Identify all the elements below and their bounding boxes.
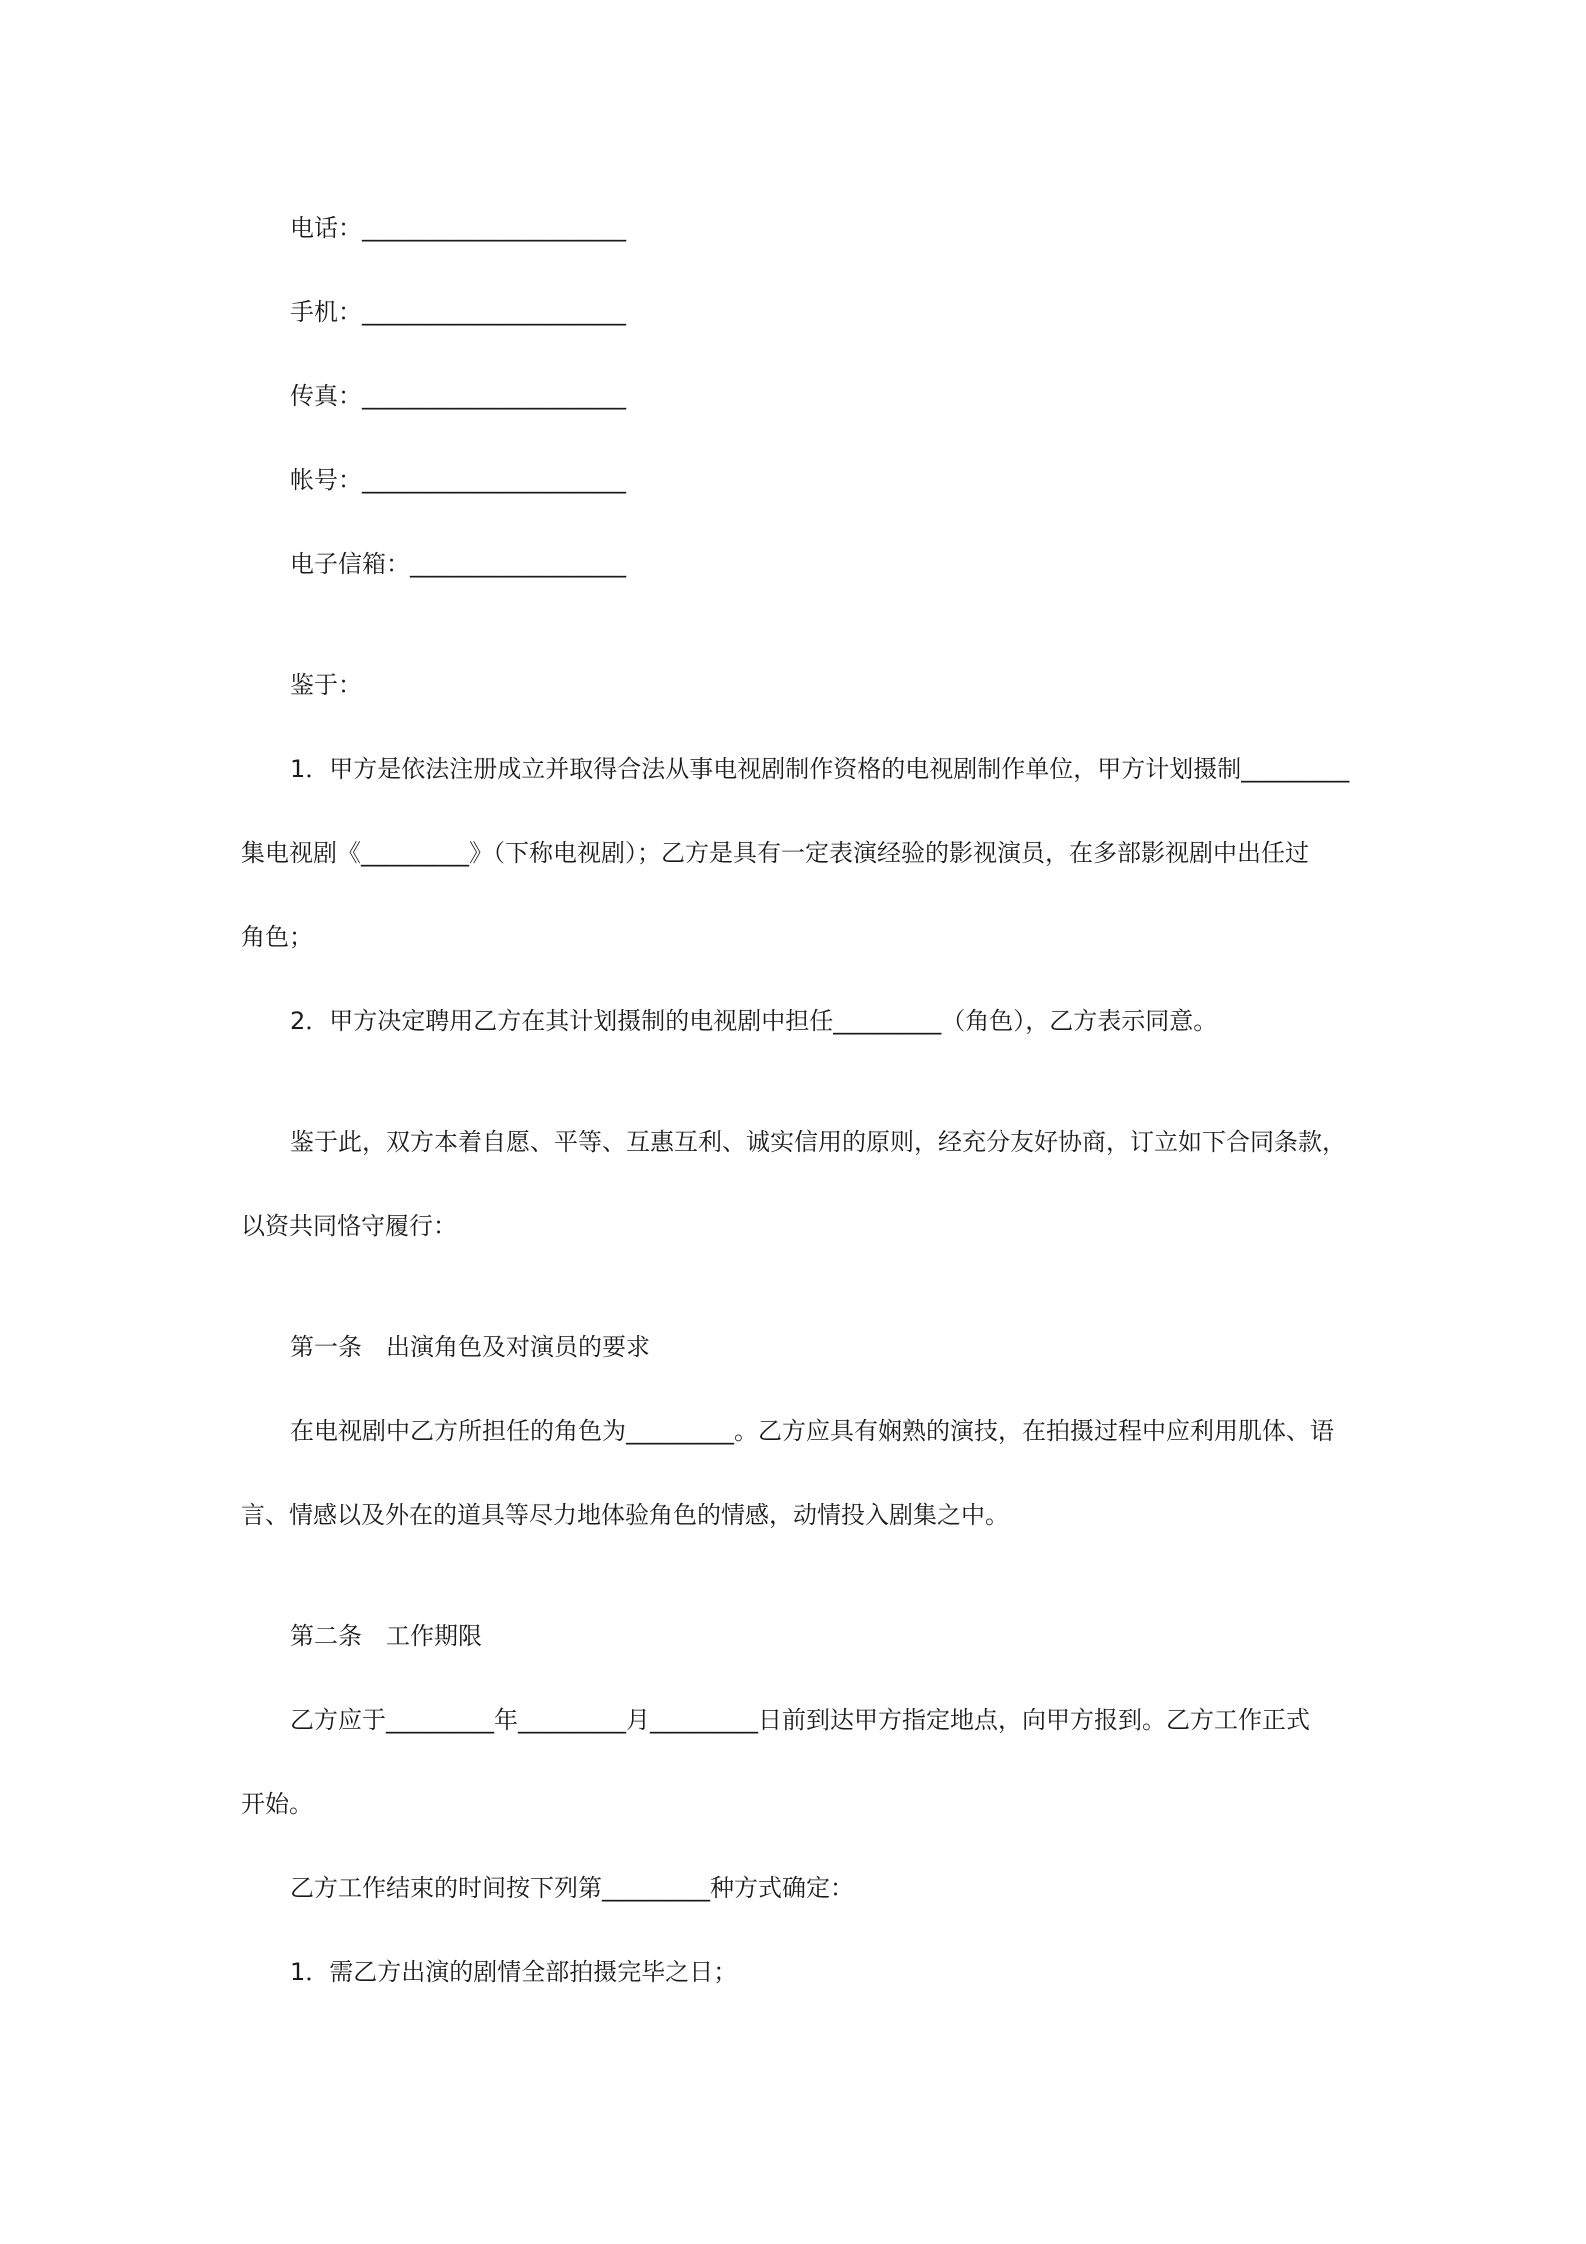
- whereas-item-1-line-3: 角色；: [241, 923, 313, 951]
- fax-field: 传真：______________________: [290, 382, 626, 410]
- whereas-item-2: 2．甲方决定聘用乙方在其计划摄制的电视剧中担任_________（角色），乙方表示同意。: [290, 1007, 1218, 1035]
- preamble-line-1: 鉴于此，双方本着自愿、平等、互惠互利、诚实信用的原则，经充分友好协商，订立如下合同条款，: [290, 1128, 1346, 1156]
- whereas-item-1-line-2: 集电视剧《_________》（下称电视剧）；乙方是具有一定表演经验的影视演员，在多部影视剧中出任过: [241, 839, 1309, 867]
- article-2-line-3: 乙方工作结束的时间按下列第_________种方式确定：: [290, 1874, 854, 1902]
- whereas-heading: 鉴于：: [290, 671, 362, 699]
- article-1-line-2: 言、情感以及外在的道具等尽力地体验角色的情感，动情投入剧集之中。: [241, 1501, 1009, 1529]
- mobile-field: 手机：______________________: [290, 298, 626, 326]
- whereas-item-1-line-1: 1．甲方是依法注册成立并取得合法从事电视剧制作资格的电视剧制作单位，甲方计划摄制_________: [290, 755, 1350, 783]
- article-1-title: 第一条 出演角色及对演员的要求: [290, 1333, 650, 1361]
- article-1-line-1: 在电视剧中乙方所担任的角色为_________。乙方应具有娴熟的演技，在拍摄过程中应利用肌体、语: [290, 1417, 1334, 1445]
- article-2-title: 第二条 工作期限: [290, 1622, 482, 1650]
- article-2-line-1: 乙方应于_________年_________月_________日前到达甲方指定地点，向甲方报到。乙方工作正式: [290, 1706, 1310, 1734]
- article-2-option-1: 1．需乙方出演的剧情全部拍摄完毕之日；: [290, 1958, 738, 1986]
- article-2-line-2: 开始。: [241, 1790, 313, 1818]
- phone-field: 电话：______________________: [290, 214, 626, 242]
- preamble-line-2: 以资共同恪守履行：: [241, 1212, 457, 1240]
- email-field: 电子信箱：__________________: [290, 550, 626, 578]
- account-field: 帐号：______________________: [290, 466, 626, 494]
